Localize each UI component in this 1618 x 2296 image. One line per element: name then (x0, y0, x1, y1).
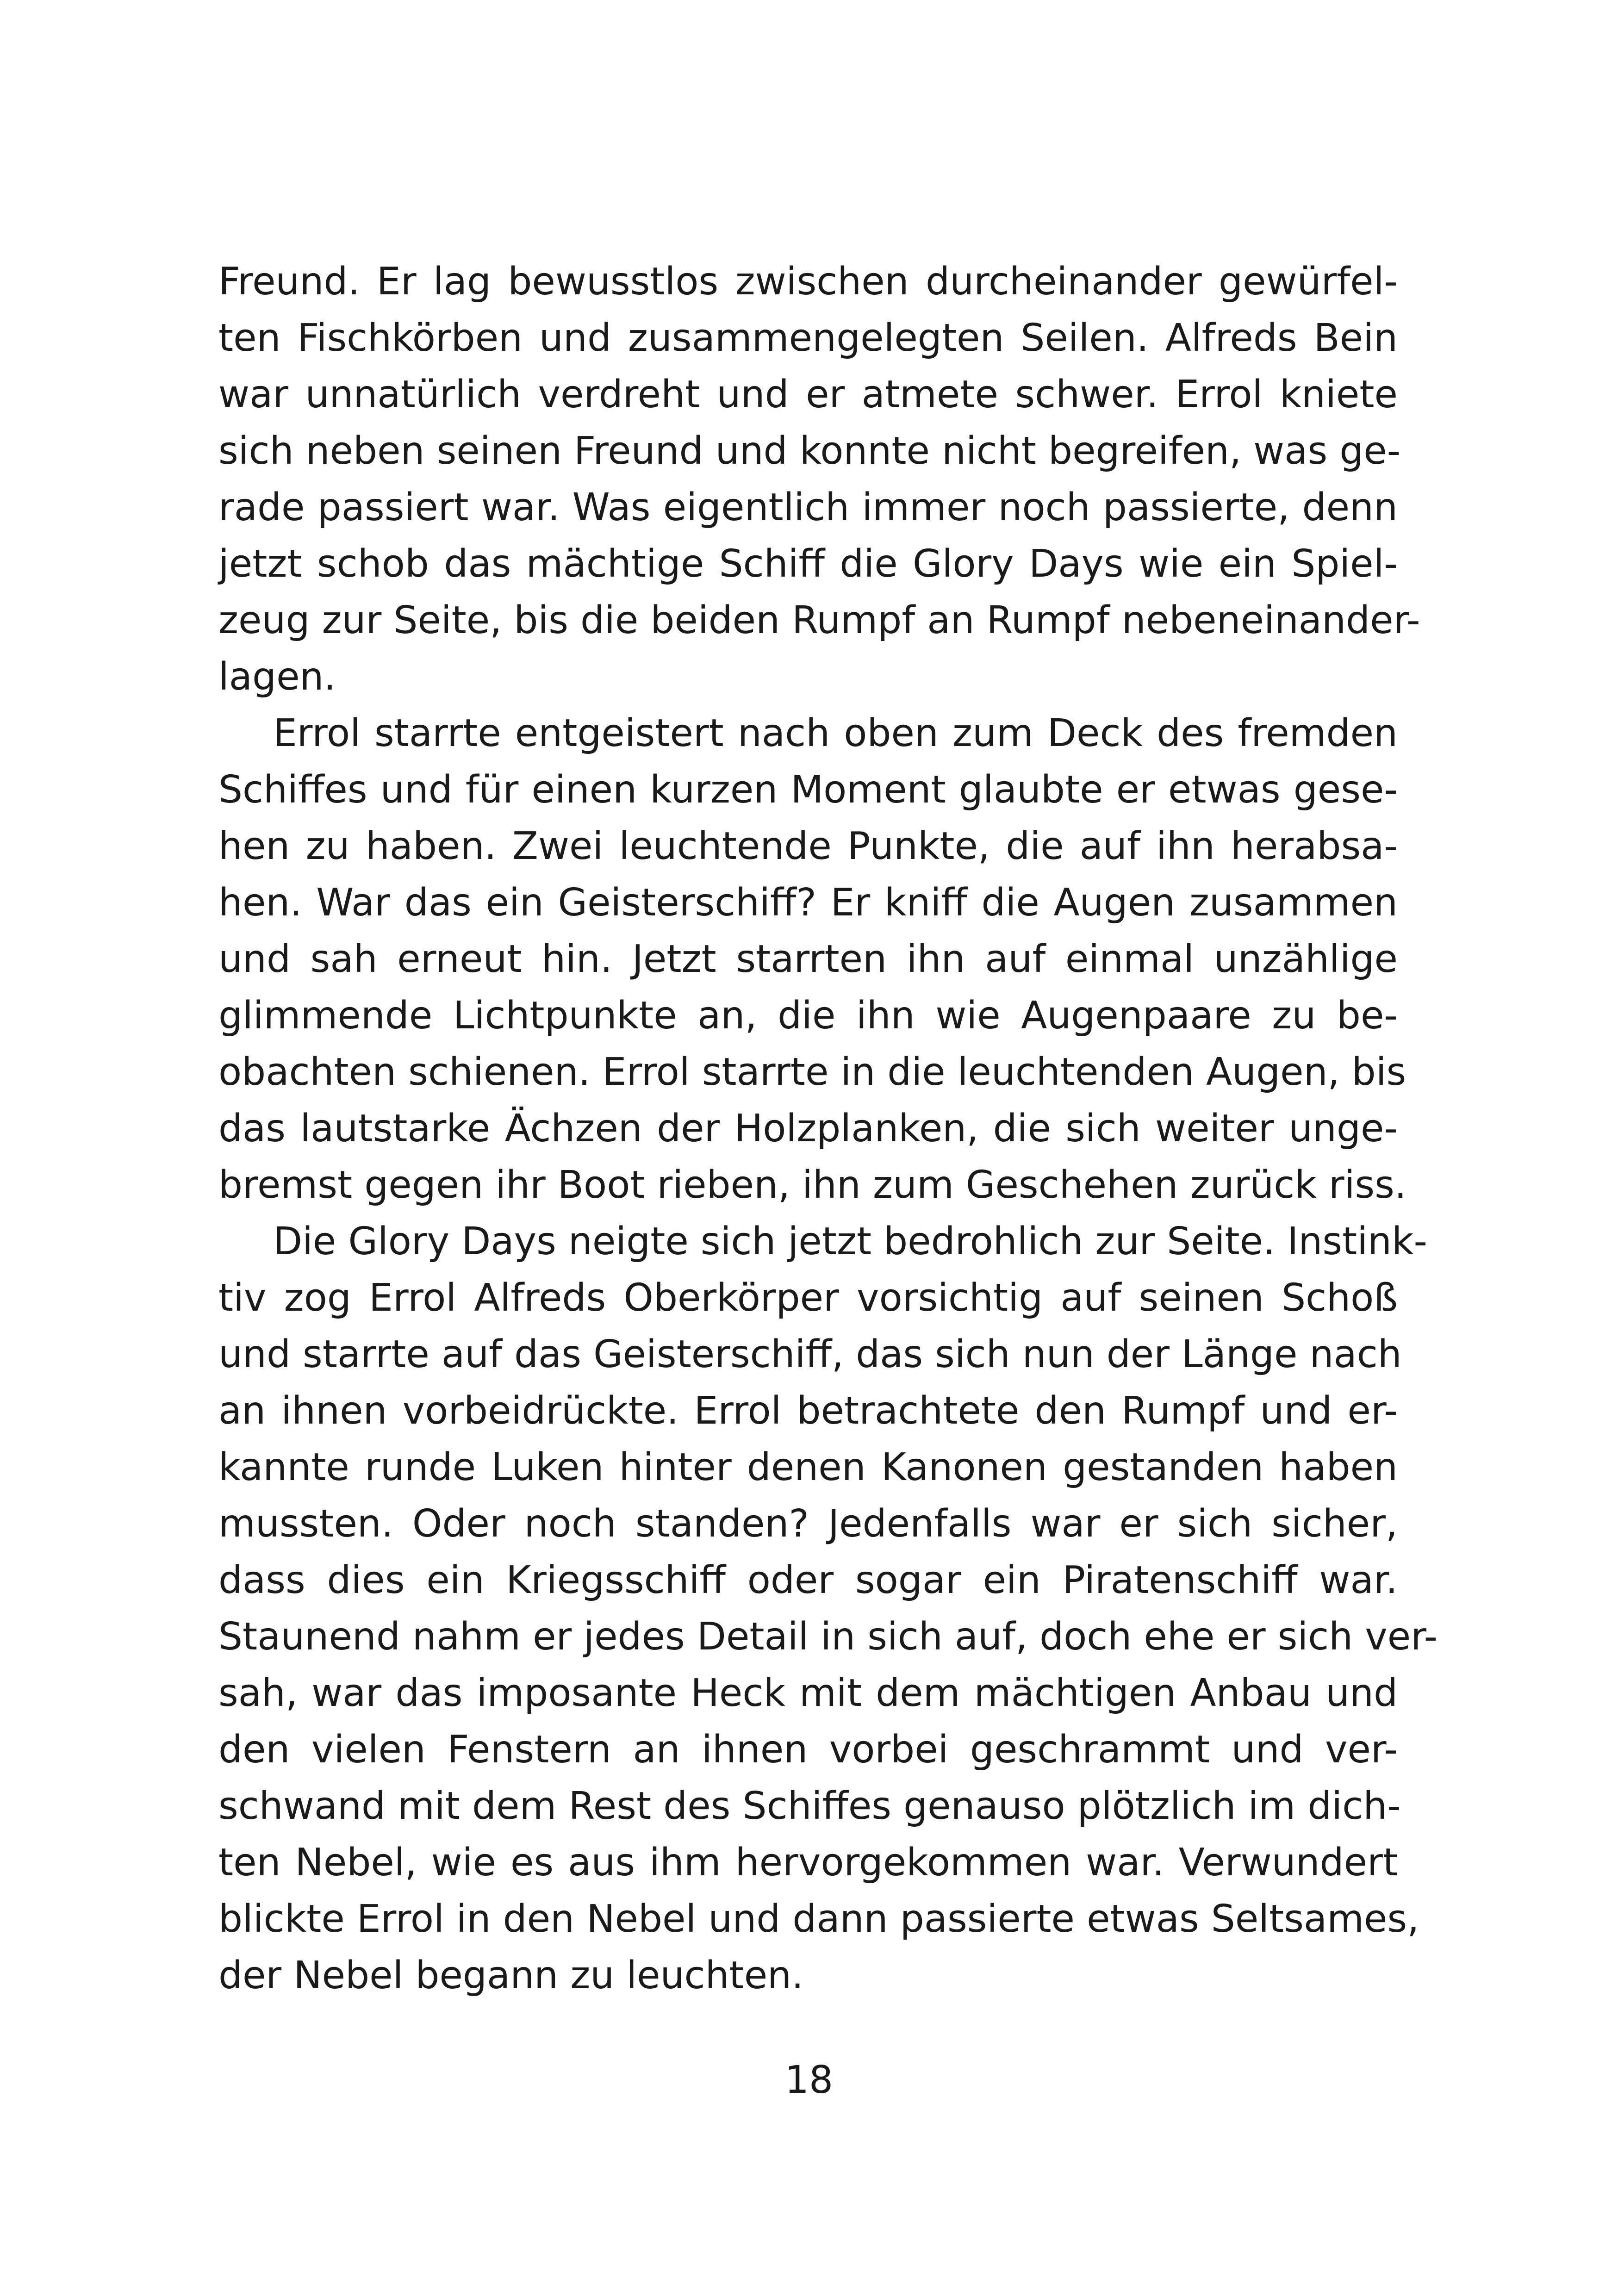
text-line: ten Nebel, wie es aus ihm hervorgekommen war. Verwundert (218, 1841, 1398, 1885)
body-text (218, 254, 1438, 2004)
text-line: den vielen Fenstern an ihnen vorbei geschrammt und ver- (218, 1728, 1398, 1772)
text-line: dass dies ein Kriegsschiff oder sogar ein Piratenschiff war. (218, 1558, 1398, 1602)
text-line: blickte Errol in den Nebel und dann passierte etwas Seltsames, (218, 1897, 1419, 1941)
text-line: war unnatürlich verdreht und er atmete schwer. Errol kniete (218, 373, 1398, 417)
text-line: ten Fischkörben und zusammengelegten Seilen. Alfreds Bein (218, 316, 1398, 360)
text-line: und starrte auf das Geisterschiff, das sich nun der Länge nach (218, 1332, 1402, 1376)
text-line: Die Glory Days neigte sich jetzt bedrohlich zur Seite. Instink- (273, 1220, 1428, 1263)
text-line: hen zu haben. Zwei leuchtende Punkte, die auf ihn herabsa- (218, 824, 1398, 868)
text-line: und sah erneut hin. Jetzt starrten ihn auf einmal unzählige (218, 937, 1398, 981)
text-line: Freund. Er lag bewusstlos zwischen durcheinander gewürfel- (218, 260, 1398, 304)
text-line: rade passiert war. Was eigentlich immer noch passierte, denn (218, 485, 1398, 529)
text-line: lagen. (218, 655, 336, 699)
text-line: das lautstarke Ächzen der Holzplanken, die sich weiter unge- (218, 1107, 1398, 1151)
text-line: kannte runde Luken hinter denen Kanonen gestanden haben (218, 1445, 1398, 1489)
text-line: Staunend nahm er jedes Detail in sich auf, doch ehe er sich ver- (218, 1615, 1438, 1659)
text-line: mussten. Oder noch standen? Jedenfalls war er sich sicher, (218, 1502, 1398, 1546)
text-line: tiv zog Errol Alfreds Oberkörper vorsichtig auf seinen Schoß (218, 1276, 1398, 1320)
text-line: jetzt schob das mächtige Schiff die Glory Days wie ein Spiel- (218, 542, 1398, 586)
text-line: der Nebel begann zu leuchten. (218, 1954, 804, 1997)
text-line: schwand mit dem Rest des Schiffes genauso plötzlich im dich- (218, 1784, 1401, 1828)
text-line: glimmende Lichtpunkte an, die ihn wie Augenpaare zu be- (218, 994, 1398, 1038)
text-line: Schiffes und für einen kurzen Moment glaubte er etwas gese- (218, 768, 1398, 812)
text-line: bremst gegen ihr Boot rieben, ihn zum Geschehen zurück riss. (218, 1163, 1406, 1207)
page-number: 18 (784, 2058, 834, 2102)
text-line: an ihnen vorbeidrückte. Errol betrachtete den Rumpf und er- (218, 1389, 1398, 1433)
text-line: Errol starrte entgeistert nach oben zum Deck des fremden (273, 711, 1398, 755)
text-line: sah, war das imposante Heck mit dem mächtigen Anbau und (218, 1671, 1398, 1715)
text-line: sich neben seinen Freund und konnte nicht begreifen, was ge- (218, 429, 1401, 473)
text-line: hen. War das ein Geisterschiff? Er kniff die Augen zusammen (218, 881, 1398, 925)
text-line: obachten schienen. Errol starrte in die leuchtenden Augen, bis (218, 1050, 1406, 1094)
text-line: zeug zur Seite, bis die beiden Rumpf an Rumpf nebeneinander- (218, 598, 1420, 642)
